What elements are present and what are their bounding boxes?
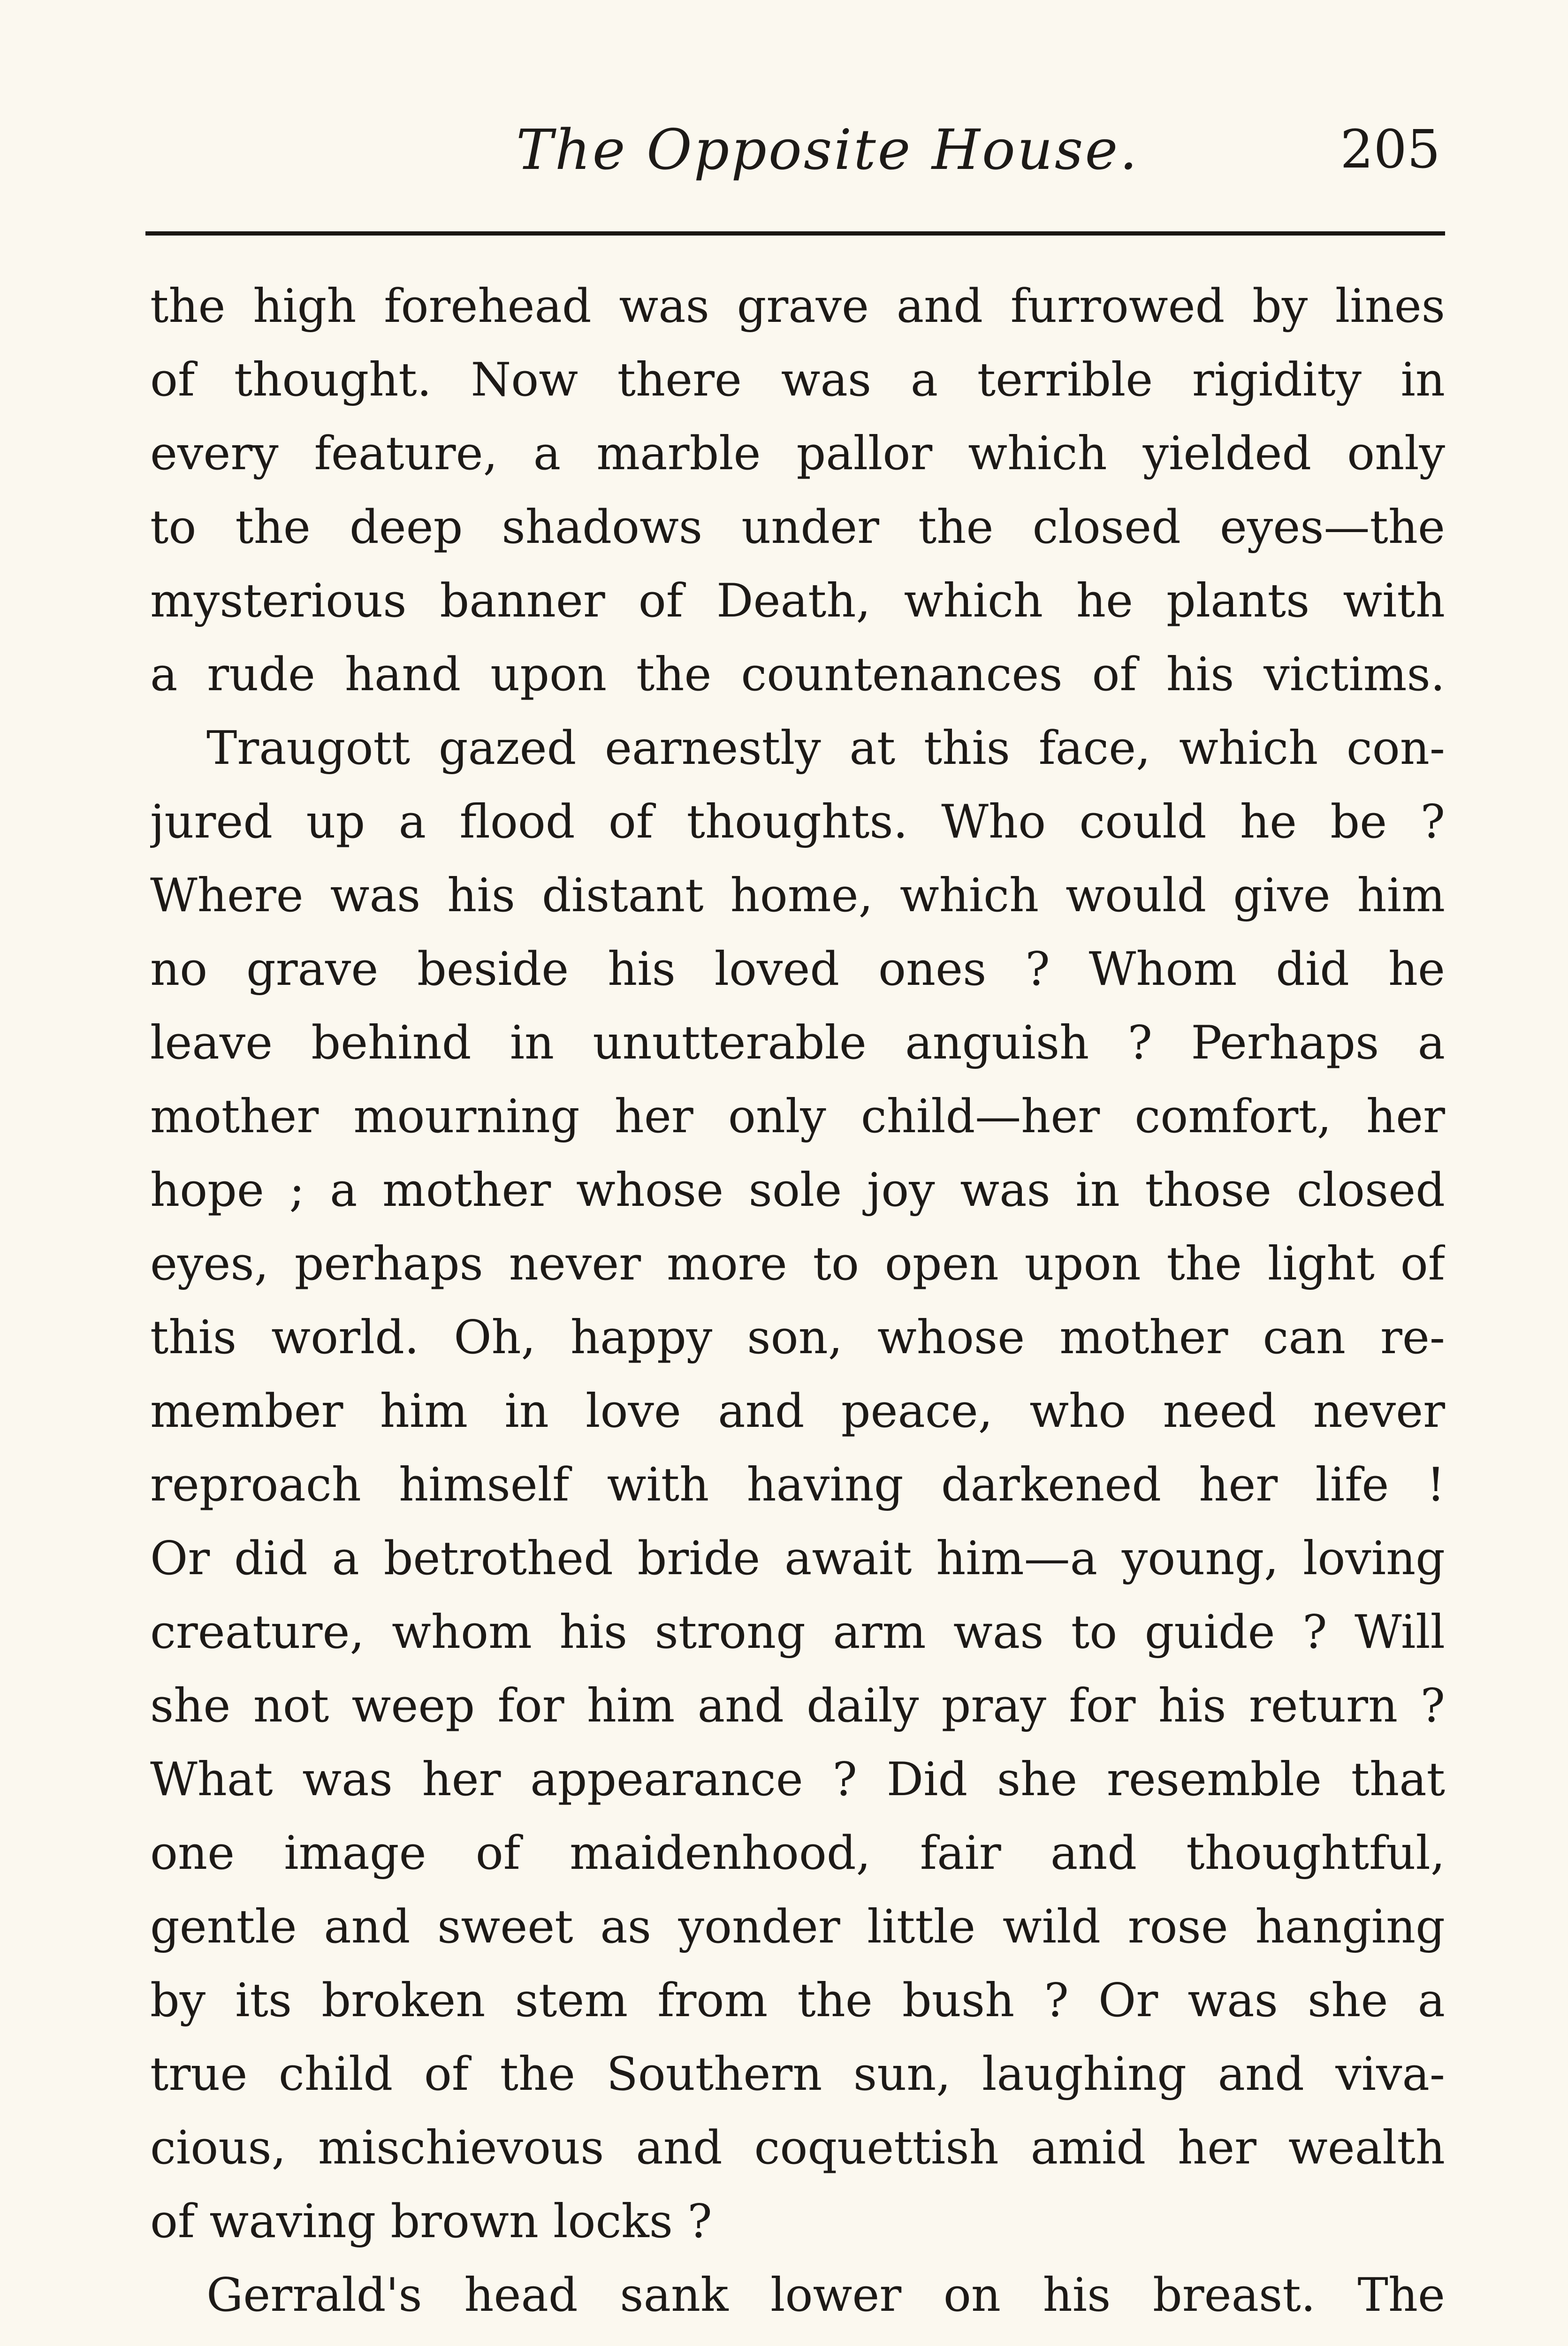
text-line: leave behind in unutterable anguish ? Perhaps a <box>150 1016 1445 1070</box>
text-line: every feature, a marble pallor which yielded only <box>150 427 1445 480</box>
text-line: Or did a betrothed bride await him—a young, loving <box>150 1532 1445 1585</box>
page-number: 205 <box>1340 119 1440 180</box>
text-line: jured up a flood of thoughts. Who could he be ? <box>150 795 1445 849</box>
text-line: mysterious banner of Death, which he plants with <box>150 574 1445 628</box>
text-line: to the deep shadows under the closed eyes—the <box>150 501 1445 554</box>
text-line: mother mourning her only child—her comfort, her <box>150 1090 1445 1143</box>
text-line: hope ; a mother whose sole joy was in those closed <box>150 1164 1445 1217</box>
header-rule <box>145 231 1445 236</box>
text-line: creature, whom his strong arm was to guide ? Will <box>150 1606 1445 1659</box>
text-line: reproach himself with having darkened her life ! <box>150 1458 1445 1512</box>
text-line: she not weep for him and daily pray for his return ? <box>150 1679 1445 1733</box>
text-line: of waving brown locks ? <box>150 2195 712 2248</box>
text-line: a rude hand upon the countenances of his victims. <box>150 648 1445 701</box>
text-line: Traugott gazed earnestly at this face, which con- <box>206 722 1445 775</box>
text-line: one image of maidenhood, fair and thoughtful, <box>150 1827 1445 1880</box>
text-line: What was her appearance ? Did she resemble that <box>150 1753 1445 1806</box>
text-line: the high forehead was grave and furrowed by lines <box>150 280 1445 333</box>
text-line: of thought. Now there was a terrible rigidity in <box>150 353 1445 407</box>
text-line: by its broken stem from the bush ? Or was she a <box>150 1974 1445 2027</box>
text-line: cious, mischievous and coquettish amid her wealth <box>150 2121 1445 2175</box>
body-text <box>150 270 1445 2332</box>
text-line: true child of the Southern sun, laughing and viva- <box>150 2048 1445 2101</box>
page-header <box>145 113 1445 206</box>
text-line: Where was his distant home, which would give him <box>150 869 1445 922</box>
text-line: no grave beside his loved ones ? Whom did he <box>150 943 1445 996</box>
text-line: eyes, perhaps never more to open upon the light of <box>150 1237 1445 1291</box>
running-title: The Opposite House. <box>516 117 1139 182</box>
text-line: member him in love and peace, who need never <box>150 1385 1445 1438</box>
text-line: this world. Oh, happy son, whose mother can re- <box>150 1311 1445 1364</box>
text-line: gentle and sweet as yonder little wild rose hanging <box>150 1900 1445 1954</box>
text-line: Gerrald's head sank lower on his breast. The <box>206 2269 1445 2322</box>
